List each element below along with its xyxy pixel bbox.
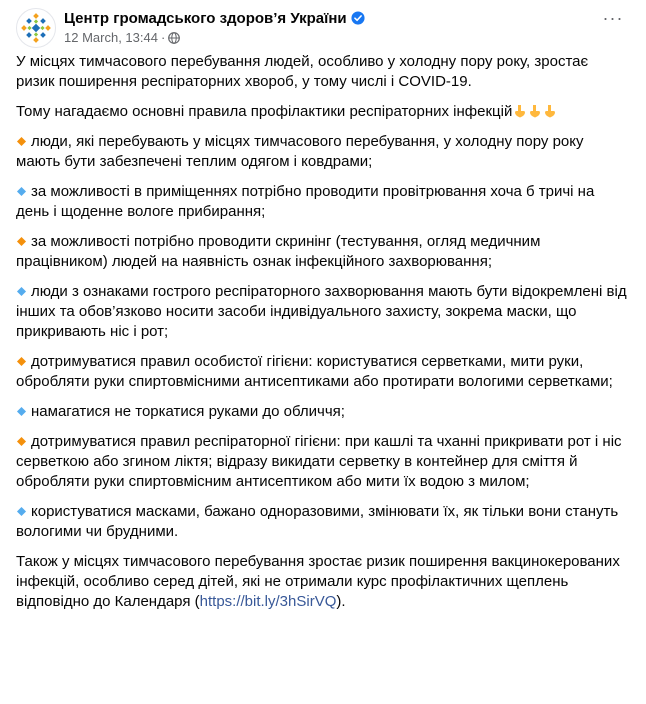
post-body (16, 52, 628, 622)
post-paragraph-closing (16, 552, 628, 612)
reminder-text: Тому нагадаємо основні правила профілактики респіраторних інфекцій (16, 103, 513, 120)
blue-diamond-icon (16, 406, 27, 417)
post-timestamp[interactable]: 12 March, 13:44 (64, 30, 158, 45)
meta-separator: · (160, 30, 166, 45)
list-item-text: за можливості в приміщеннях потрібно проводити провітрювання хоча б тричі на день і щоденне вологе прибирання; (16, 183, 595, 220)
page-name[interactable] (64, 10, 365, 27)
pointing-down-hand-icon (513, 104, 527, 118)
list-item-text: дотримуватися правил особистої гігієни: користуватися серветками, мити руки, обробляти руки спиртовмісними антисептиками або протирати вологими серветками; (16, 353, 613, 390)
post-paragraph-intro: У місцях тимчасового перебування людей, особливо у холодну пору року, зростає ризик поширення респіраторних хвороб, у тому числі і COVID-19. (16, 53, 589, 90)
pointing-down-hand-icon (528, 104, 542, 118)
closing-text: Також у місцях тимчасового перебування зростає ризик поширення вакцинокерованих інфекцій, особливо серед дітей, які не отримали курс профілактичних щеплень відповідно до Календаря ( (16, 553, 620, 610)
post-meta (64, 30, 180, 45)
list-item (16, 132, 628, 172)
list-item (16, 432, 628, 492)
globe-icon[interactable] (168, 32, 180, 44)
list-item (16, 182, 628, 222)
orange-diamond-icon (16, 436, 27, 447)
more-options-button[interactable]: ··· (602, 8, 624, 28)
pointing-down-hand-icon (543, 104, 557, 118)
orange-diamond-icon (16, 356, 27, 367)
list-item-text: люди з ознаками гострого респіраторного захворювання мають бути відокремлені від інших та обов’язково носити засоби індивідуального захисту, зокрема маски, що прикривають ніс і рот; (16, 283, 627, 340)
list-item (16, 502, 628, 542)
blue-diamond-icon (16, 506, 27, 517)
page-name-text[interactable]: Центр громадського здоров’я України (64, 10, 347, 27)
phc-logo-icon (17, 9, 55, 47)
calendar-link[interactable]: https://bit.ly/3hSirVQ (199, 593, 337, 610)
page-avatar[interactable] (16, 8, 56, 48)
list-item (16, 282, 628, 342)
list-item-text: дотримуватися правил респіраторної гігієни: при кашлі та чханні прикривати рот і ніс серветкою або згином ліктя; відразу викидати серветку в контейнер для сміття й обробляти руки спиртовмісним антисептиком або мити їх водою з милом; (16, 433, 622, 490)
list-item-text: користуватися масками, бажано одноразовими, змінювати їх, як тільки вони стануть вологими чи брудними. (16, 503, 619, 540)
list-item (16, 352, 628, 392)
orange-diamond-icon (16, 236, 27, 247)
post-header (16, 8, 630, 48)
verified-badge-icon (351, 11, 365, 25)
list-item (16, 232, 628, 272)
orange-diamond-icon (16, 136, 27, 147)
blue-diamond-icon (16, 286, 27, 297)
list-item (16, 402, 628, 422)
list-item-text: за можливості потрібно проводити скринінг (тестування, огляд медичним працівником) людей на наявність ознак інфекційного захворювання; (16, 233, 541, 270)
post-paragraph-reminder (16, 102, 628, 122)
closing-end: ). (336, 593, 346, 610)
list-item-text: люди, які перебувають у місцях тимчасового перебування, у холодну пору року мають бути забезпечені теплим одягом і ковдрами; (16, 133, 584, 170)
list-item-text: намагатися не торкатися руками до обличчя; (31, 403, 345, 420)
blue-diamond-icon (16, 186, 27, 197)
